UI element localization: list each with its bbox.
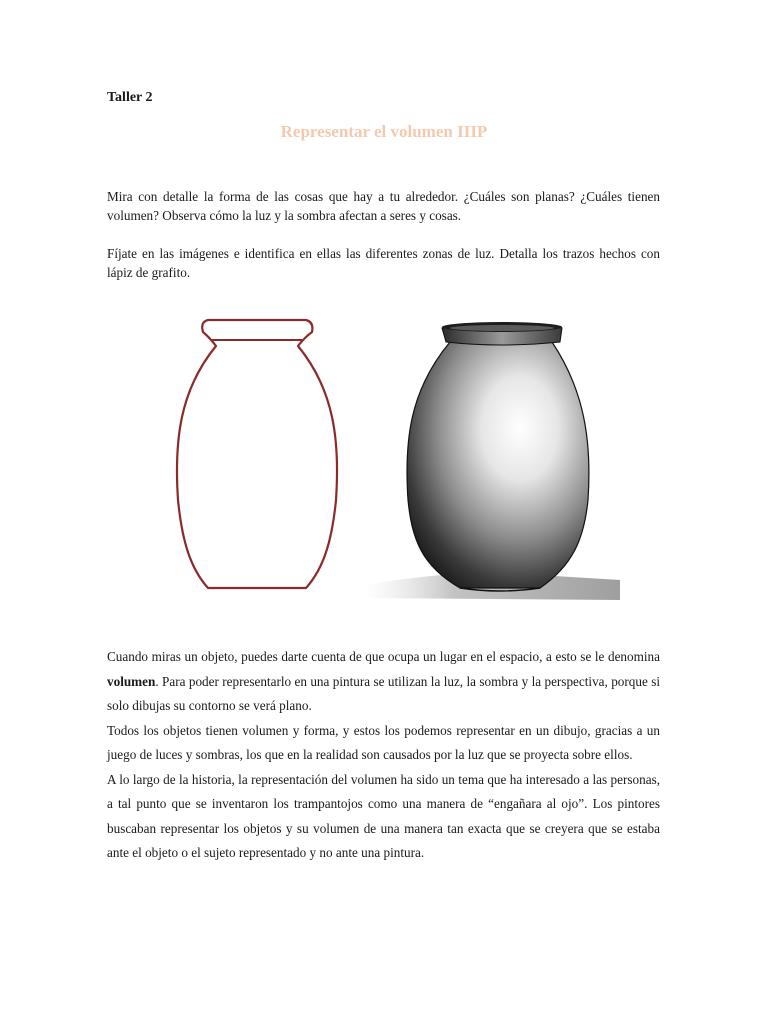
volumen-bold-word: volumen: [107, 673, 156, 689]
intro-paragraph-2: Fíjate en las imágenes e identifica en ellas las diferentes zonas de luz. Detalla los trazos hechos con lápiz de grafito.: [107, 246, 660, 280]
body-paragraph-3: A lo largo de la historia, la representación del volumen ha sido un tema que ha interesado a las personas, a tal punto que se inventaron los trampantojos como una manera de “engañara al ojo”. Los pintores buscaban representar los objetos y su volumen de una manera tan exacta que se creyera que se estaba ante el objeto o el sujeto representado y no ante una pintura.: [107, 771, 660, 860]
document-header: Taller 2: [107, 90, 153, 105]
body-paragraph-1: Cuando miras un objeto, puedes darte cuenta de que ocupa un lugar en el espacio, a esto se le denomina volumen. Para poder representarlo en una pintura se utilizan la luz, la sombra y la perspectiva, porque si solo dibujas su contorno se verá plano.: [107, 649, 660, 713]
outline-vase: [177, 320, 337, 588]
shaded-vase: [365, 322, 620, 600]
vase-illustration: [160, 300, 640, 620]
body-paragraph-2: Todos los objetos tienen volumen y forma, y estos los podemos representar en un dibujo, gracias a un juego de luces y sombras, los que en la realidad son causados por la luz que se proyecta sobre ellos.: [107, 722, 660, 762]
document-title: Representar el volumen IIIP: [280, 122, 488, 141]
body-text: [107, 645, 660, 866]
intro-paragraph-1: Mira con detalle la forma de las cosas que hay a tu alrededor. ¿Cuáles son planas? ¿Cuáles tienen volumen? Observa cómo la luz y la sombra afectan a seres y cosas.: [107, 189, 660, 223]
